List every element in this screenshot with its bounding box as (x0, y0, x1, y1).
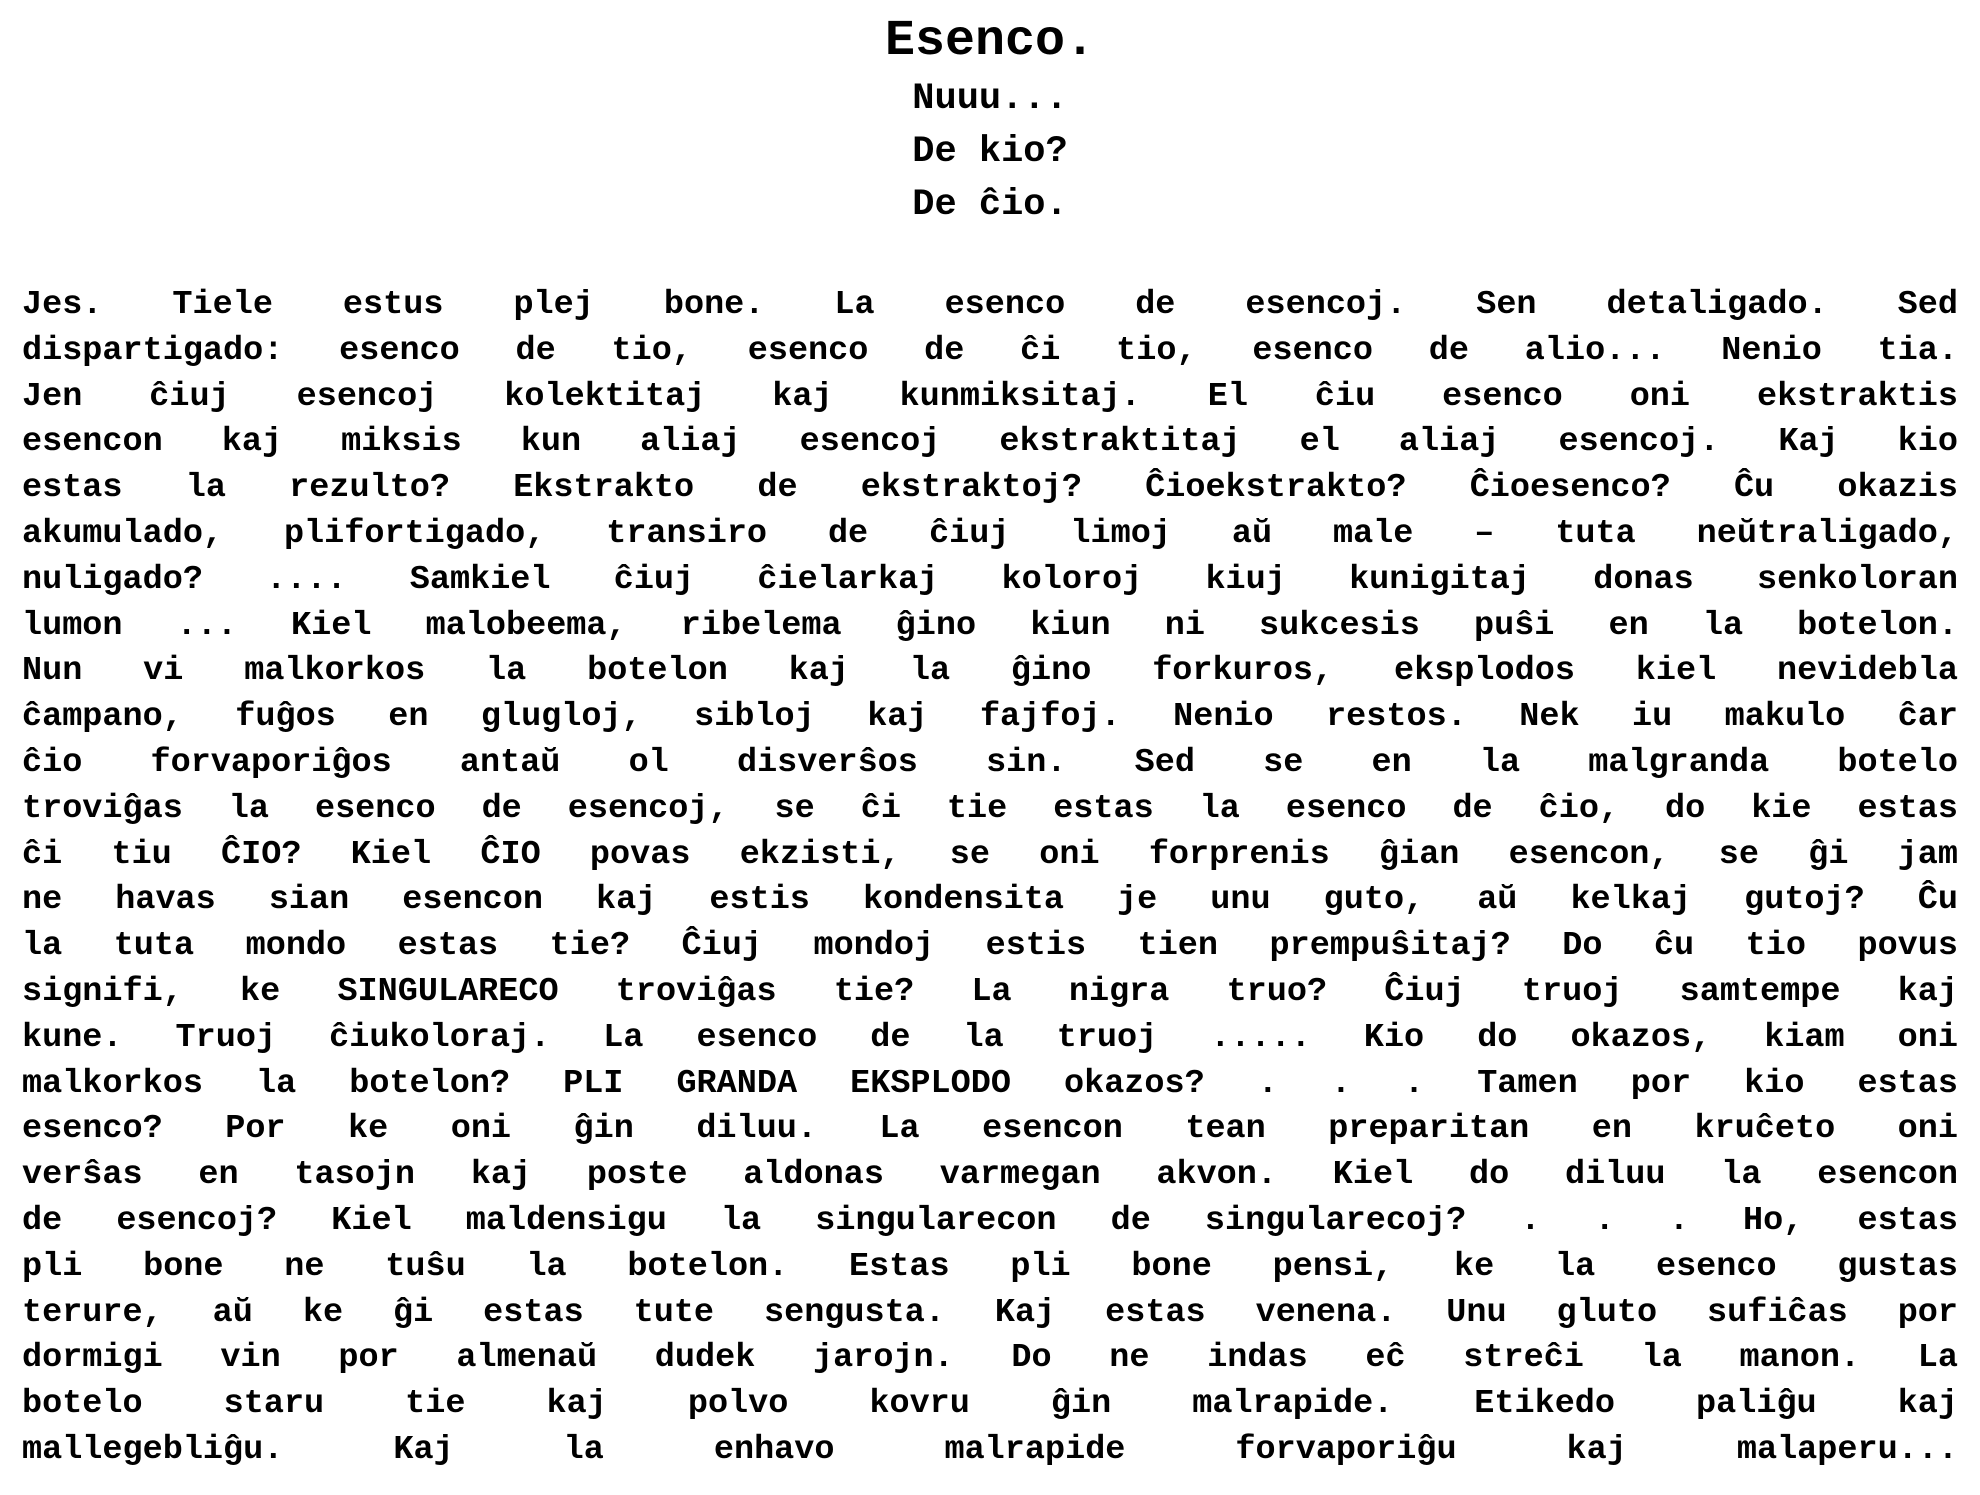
body-line: pli bone ne tuŝu la botelon. Estas pli bone pensi, ke la esenco gustas (22, 1247, 1958, 1286)
body-line: ĉampano, fuĝos en glugloj, sibloj kaj fajfoj. Nenio restos. Nek iu makulo ĉar (22, 698, 1958, 737)
body-line: de esencoj? Kiel maldensigu la singularecon de singularecoj? . . . Ho, estas (22, 1201, 1958, 1240)
body-line: kune. Truoj ĉiukoloraj. La esenco de la truoj ..... Kio do okazos, kiam oni (22, 1018, 1958, 1057)
body-line: terure, aŭ ke ĝi estas tute sengusta. Kaj estas venena. Unu gluto sufiĉas por (22, 1293, 1958, 1332)
body-line: Jen ĉiuj esencoj kolektitaj kaj kunmiksitaj. El ĉiu esenco oni ekstraktis (22, 377, 1958, 416)
body-text (22, 283, 1958, 1474)
body-line: mallegebliĝu. Kaj la enhavo malrapide forvaporiĝu kaj malaperu... (22, 1430, 1958, 1469)
body-line: botelo staru tie kaj polvo kovru ĝin malrapide. Etikedo paliĝu kaj (22, 1385, 1958, 1424)
body-line: malkorkos la botelon? PLI GRANDA EKSPLODO okazos? . . . Tamen por kio estas (22, 1064, 1958, 1103)
body-line: Jes. Tiele estus plej bone. La esenco de esencoj. Sen detaligado. Sed (22, 286, 1958, 324)
body-line: Nun vi malkorkos la botelon kaj la ĝino forkuros, eksplodos kiel nevidebla (22, 652, 1958, 691)
body-line: la tuta mondo estas tie? Ĉiuj mondoj estis tien prempuŝitaj? Do ĉu tio povus (22, 927, 1958, 966)
document-title: Esenco. (884, 13, 1096, 70)
body-line: ne havas sian esencon kaj estis kondensita je unu guto, aŭ kelkaj gutoj? Ĉu (22, 881, 1958, 920)
subtitle-line-3: De ĉio. (912, 184, 1068, 226)
subtitle-line-1: Nuuu... (912, 78, 1068, 120)
body-line: lumon ... Kiel malobeema, ribelema ĝino kiun ni sukcesis puŝi en la botelon. (22, 606, 1958, 645)
body-line: signifi, ke SINGULARECO troviĝas tie? La nigra truo? Ĉiuj truoj samtempe kaj (22, 972, 1958, 1011)
body-line: nuligado? .... Samkiel ĉiuj ĉielarkaj koloroj kiuj kunigitaj donas senkoloran (22, 560, 1958, 599)
body-line: troviĝas la esenco de esencoj, se ĉi tie estas la esenco de ĉio, do kie estas (22, 789, 1958, 828)
body-line: akumulado, plifortigado, transiro de ĉiuj limoj aŭ male – tuta neŭtraligado, (22, 514, 1958, 553)
body-line: esenco? Por ke oni ĝin diluu. La esencon tean preparitan en kruĉeto oni (22, 1110, 1958, 1149)
body-line: estas la rezulto? Ekstrakto de ekstraktoj? Ĉioekstrakto? Ĉioesenco? Ĉu okazis (22, 469, 1958, 508)
subtitle-line-2: De kio? (912, 131, 1068, 173)
body-line: ĉi tiu ĈIO? Kiel ĈIO povas ekzisti, se oni forprenis ĝian esencon, se ĝi jam (22, 835, 1958, 874)
body-line: dormigi vin por almenaŭ dudek jarojn. Do ne indas eĉ streĉi la manon. La (22, 1339, 1958, 1378)
body-line: verŝas en tasojn kaj poste aldonas varmegan akvon. Kiel do diluu la esencon (22, 1156, 1958, 1195)
body-line: dispartigado: esenco de tio, esenco de ĉi tio, esenco de alio... Nenio tia. (22, 331, 1958, 370)
body-line: ĉio forvaporiĝos antaŭ ol disverŝos sin. Sed se en la malgranda botelo (22, 743, 1958, 782)
body-line: esencon kaj miksis kun aliaj esencoj ekstraktitaj el aliaj esencoj. Kaj kio (22, 423, 1958, 462)
